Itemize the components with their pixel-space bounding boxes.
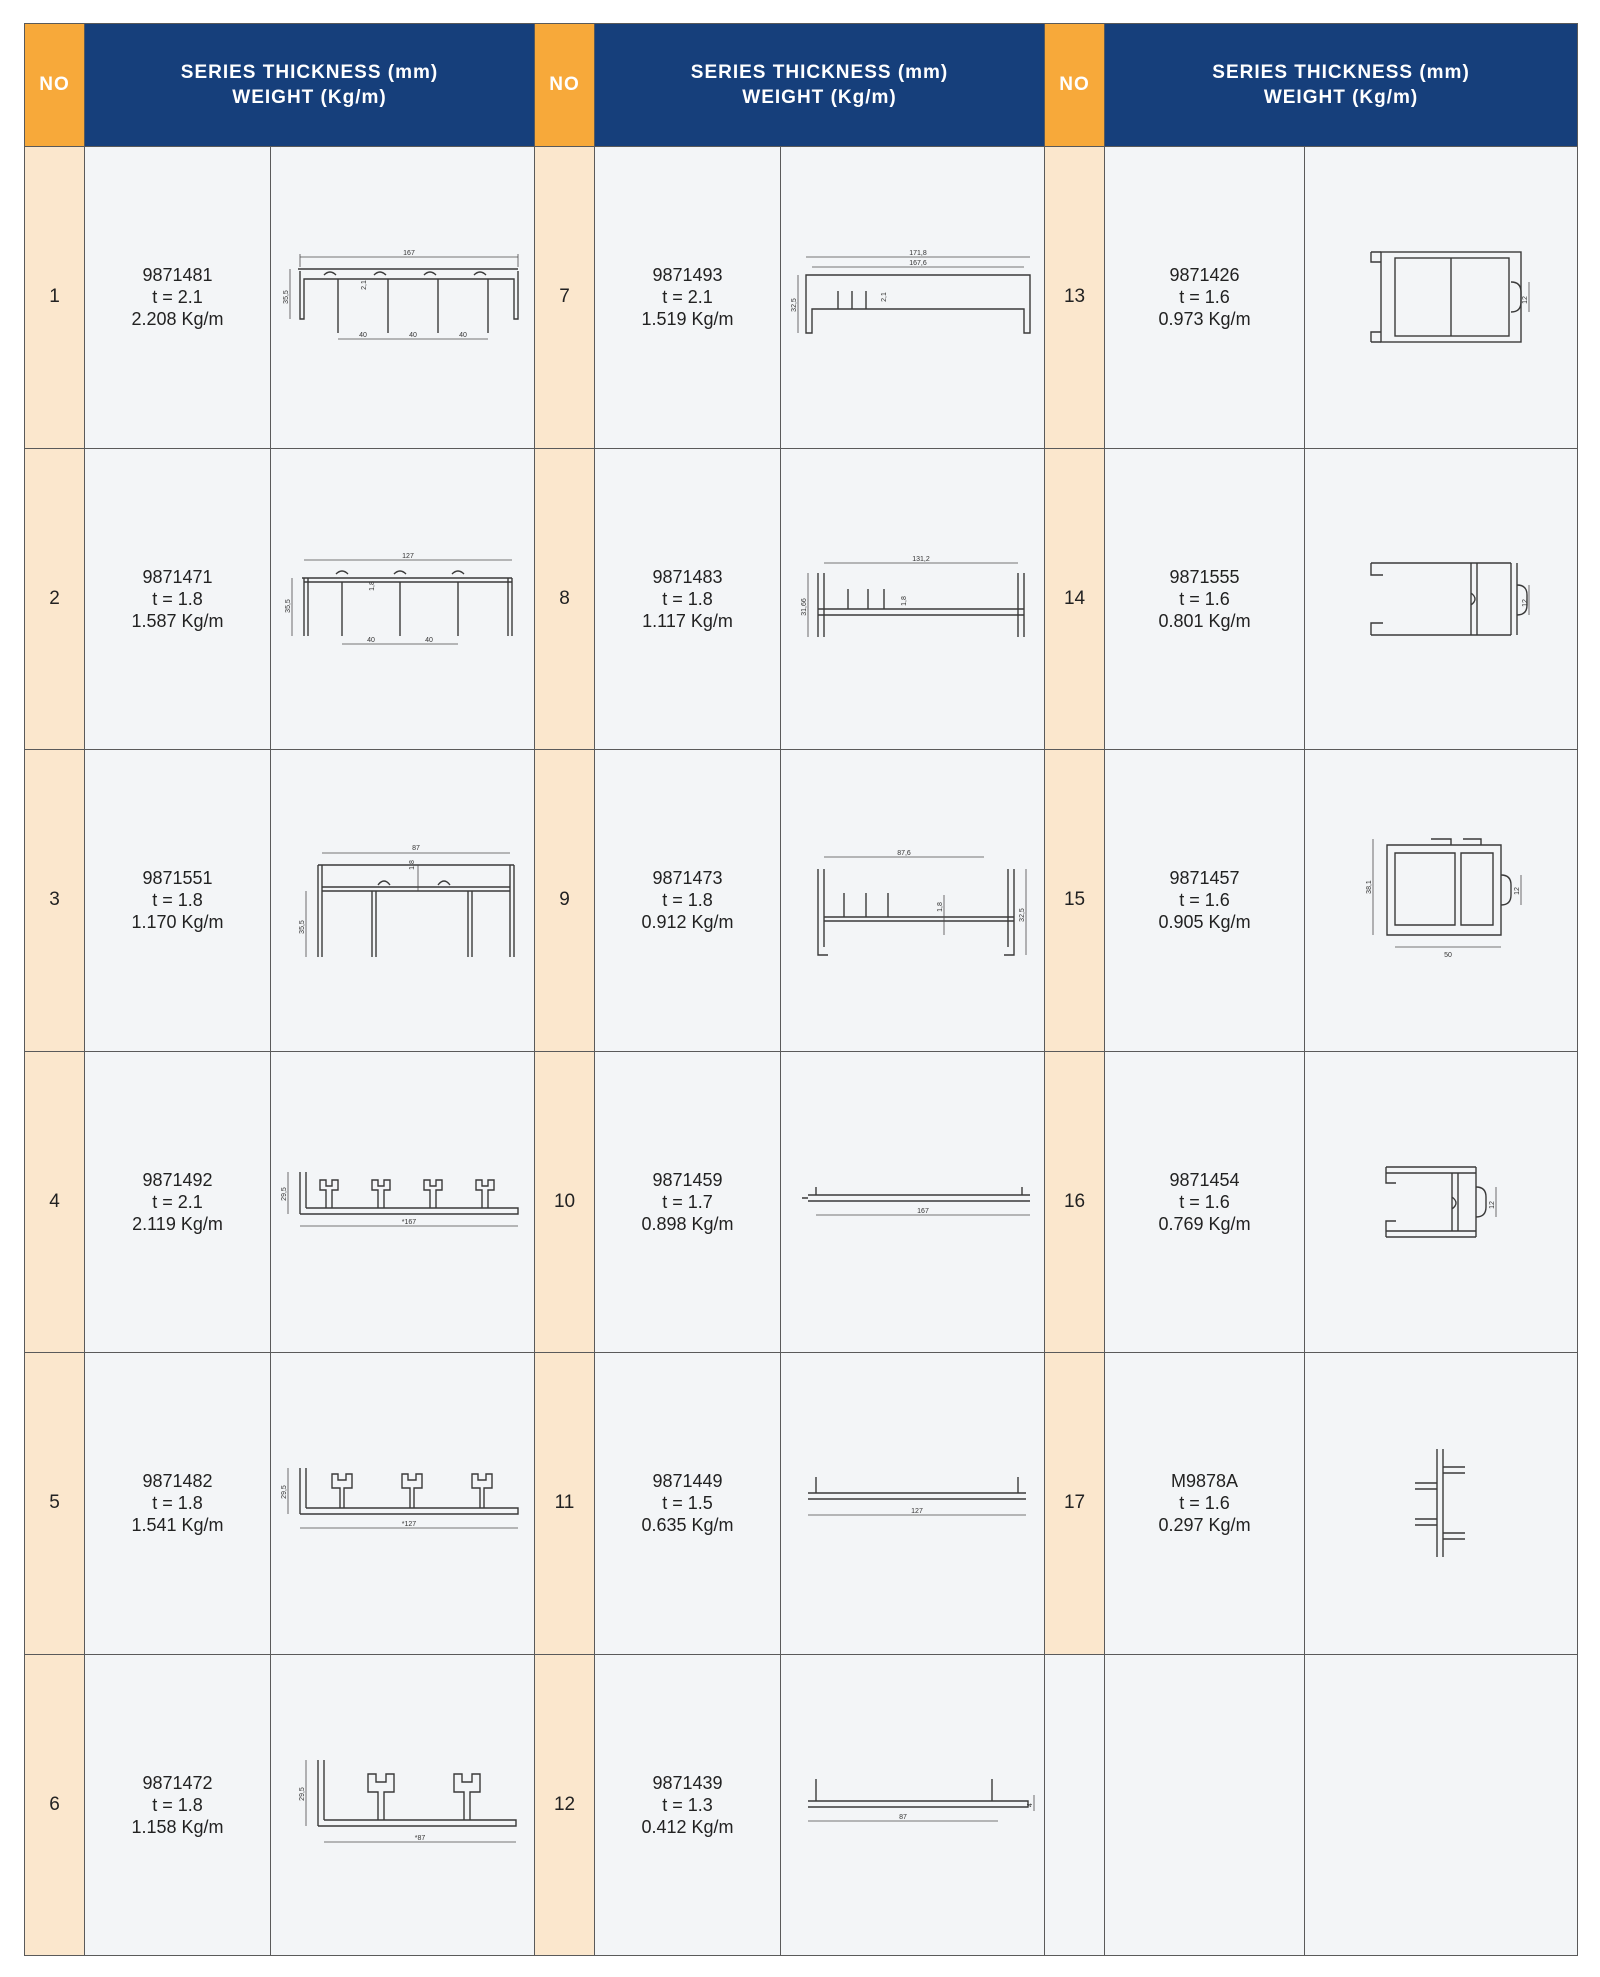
item-spec: [85, 750, 271, 1052]
dim-label: 171,8: [908, 250, 927, 258]
dim-label: 1,8: [408, 860, 416, 871]
series-header: [595, 24, 1045, 147]
table-row: [25, 1654, 1578, 1956]
dim-label: 32,5: [790, 298, 798, 313]
thickness: t = 1.8: [152, 1493, 203, 1514]
profile-drawing: [1351, 549, 1531, 649]
profile-drawing-cell: [1305, 1051, 1578, 1353]
weight: 1.519 Kg/m: [641, 309, 734, 330]
dim-label: 12: [1514, 887, 1522, 896]
profile-drawing-cell: [781, 750, 1045, 1052]
series-code: 9871483: [652, 566, 723, 587]
dim-label: *167: [401, 1218, 416, 1226]
dim-label: 2,1: [360, 280, 368, 291]
dim-label: 31,66: [800, 597, 808, 616]
profile-drawing: [278, 1458, 528, 1548]
dim-label: *87: [414, 1834, 425, 1842]
dim-label: 87: [411, 845, 420, 853]
dim-label: 2,1: [880, 292, 888, 303]
weight: 0.898 Kg/m: [641, 1213, 734, 1234]
profile-drawing-cell: [1305, 1353, 1578, 1655]
item-spec: [1105, 448, 1305, 750]
item-spec: [85, 1051, 271, 1353]
thickness: t = 2.1: [152, 287, 203, 308]
weight: 0.973 Kg/m: [1158, 309, 1251, 330]
series-code: 9871555: [1169, 566, 1240, 587]
profile-drawing-cell: [781, 1654, 1045, 1956]
item-no: 17: [1045, 1353, 1105, 1655]
profile-catalog: [24, 23, 1577, 1956]
weight: 1.170 Kg/m: [131, 912, 224, 933]
profile-drawing: [1366, 1157, 1516, 1247]
profile-drawing: [278, 1162, 528, 1242]
series-header-line1: SERIES THICKNESS (mm): [1212, 62, 1470, 83]
dim-label: 29,5: [298, 1786, 306, 1801]
empty-cell: [1305, 1654, 1578, 1956]
item-no: 10: [535, 1051, 595, 1353]
dim-label: 12: [1489, 1200, 1497, 1209]
thickness: t = 1.6: [1179, 588, 1230, 609]
series-header-line1: SERIES THICKNESS (mm): [180, 62, 439, 83]
weight: 0.801 Kg/m: [1158, 610, 1251, 631]
thickness: t = 1.8: [662, 890, 713, 911]
series-code: M9878A: [1171, 1471, 1239, 1492]
dim-label: 35,5: [298, 920, 306, 935]
profile-drawing-cell: [271, 1051, 535, 1353]
weight: 1.541 Kg/m: [131, 1515, 224, 1536]
dim-label: 131,2: [911, 555, 930, 563]
weight: 1.587 Kg/m: [131, 610, 224, 631]
dim-label: 35,5: [282, 290, 290, 305]
item-no: 8: [535, 448, 595, 750]
weight: 0.412 Kg/m: [641, 1816, 734, 1837]
series-code: 9871459: [652, 1169, 723, 1190]
profile-drawing-cell: [1305, 147, 1578, 449]
thickness: t = 1.8: [152, 1794, 203, 1815]
profile-drawing: [1381, 1443, 1501, 1563]
item-spec: [1105, 1051, 1305, 1353]
dim-label: 127: [401, 552, 414, 560]
thickness: t = 1.8: [662, 588, 713, 609]
table-row: [25, 750, 1578, 1052]
profile-drawing-cell: [271, 1353, 535, 1655]
weight: 0.769 Kg/m: [1158, 1213, 1251, 1234]
profile-drawing: [788, 247, 1038, 347]
weight: 0.905 Kg/m: [1158, 912, 1251, 933]
thickness: t = 2.1: [152, 1191, 203, 1212]
item-no: 14: [1045, 448, 1105, 750]
dim-label: 50: [1444, 952, 1452, 960]
table-row: [25, 1051, 1578, 1353]
profile-drawing: [278, 1750, 528, 1860]
dim-label: 29,5: [280, 1485, 288, 1500]
profile-drawing: [1351, 825, 1531, 975]
item-spec: [85, 448, 271, 750]
no-header: NO: [1045, 24, 1105, 147]
dim-label: 167: [916, 1207, 929, 1215]
empty-cell: [1105, 1654, 1305, 1956]
thickness: t = 1.5: [662, 1493, 713, 1514]
dim-label: 167: [402, 250, 415, 258]
item-spec: [85, 147, 271, 449]
profile-drawing: [278, 544, 528, 654]
item-no: 9: [535, 750, 595, 1052]
profile-drawing-cell: [271, 147, 535, 449]
series-header-line2: WEIGHT (Kg/m): [232, 87, 387, 108]
series-code: 9871449: [652, 1471, 723, 1492]
weight: 0.912 Kg/m: [641, 912, 734, 933]
item-spec: [595, 1654, 781, 1956]
profile-drawing-cell: [1305, 750, 1578, 1052]
thickness: t = 1.8: [152, 890, 203, 911]
dim-label: 38,1: [1366, 880, 1374, 895]
thickness: t = 1.6: [1179, 1493, 1230, 1514]
table-row: [25, 147, 1578, 449]
series-code: 9871493: [652, 265, 723, 286]
profile-drawing-cell: [781, 448, 1045, 750]
series-code: 9871471: [142, 566, 213, 587]
item-spec: [1105, 147, 1305, 449]
dim-label: 29,5: [280, 1186, 288, 1201]
profile-drawing-cell: [271, 1654, 535, 1956]
table-row: [25, 448, 1578, 750]
item-no: 1: [25, 147, 85, 449]
series-code: 9871426: [1169, 265, 1240, 286]
dim-label: 4: [1026, 1802, 1034, 1807]
weight: 0.635 Kg/m: [641, 1515, 734, 1536]
thickness: t = 1.3: [662, 1794, 713, 1815]
series-code: 9871457: [1169, 868, 1240, 889]
profile-drawing: [788, 1463, 1038, 1543]
series-code: 9871482: [142, 1471, 213, 1492]
item-no: 16: [1045, 1051, 1105, 1353]
profile-drawing: [1351, 242, 1531, 352]
profile-drawing-cell: [781, 1051, 1045, 1353]
thickness: t = 1.6: [1179, 890, 1230, 911]
table-row: [25, 1353, 1578, 1655]
item-spec: [1105, 1353, 1305, 1655]
weight: 1.117 Kg/m: [642, 610, 733, 631]
item-spec: [595, 750, 781, 1052]
series-code: 9871481: [142, 265, 213, 286]
dim-label: 87: [898, 1813, 907, 1821]
item-no: 11: [535, 1353, 595, 1655]
weight: 0.297 Kg/m: [1158, 1515, 1251, 1536]
profile-drawing: [788, 835, 1038, 965]
item-spec: [595, 147, 781, 449]
series-code: 9871454: [1169, 1169, 1240, 1190]
item-no: 13: [1045, 147, 1105, 449]
dim-label: 40: [358, 332, 367, 340]
empty-cell: [1045, 1654, 1105, 1956]
thickness: t = 1.8: [152, 588, 203, 609]
no-header: NO: [535, 24, 595, 147]
header-row: [25, 24, 1578, 147]
thickness: t = 1.6: [1179, 287, 1230, 308]
profile-drawing-cell: [1305, 448, 1578, 750]
dim-label: 87,6: [896, 850, 911, 858]
profile-drawing-cell: [781, 1353, 1045, 1655]
profile-drawing-cell: [781, 147, 1045, 449]
item-no: 7: [535, 147, 595, 449]
weight: 1.158 Kg/m: [131, 1816, 224, 1837]
item-spec: [595, 1051, 781, 1353]
series-code: 9871551: [142, 868, 213, 889]
profile-drawing-cell: [271, 750, 535, 1052]
series-code: 9871492: [142, 1169, 213, 1190]
profile-drawing-cell: [271, 448, 535, 750]
dim-label: 167,6: [908, 260, 927, 268]
item-spec: [85, 1353, 271, 1655]
item-no: 2: [25, 448, 85, 750]
item-no: 12: [535, 1654, 595, 1956]
item-no: 3: [25, 750, 85, 1052]
item-no: 15: [1045, 750, 1105, 1052]
item-spec: [85, 1654, 271, 1956]
series-code: 9871473: [652, 868, 723, 889]
weight: 2.208 Kg/m: [131, 309, 224, 330]
series-code: 9871472: [142, 1772, 213, 1793]
item-no: 6: [25, 1654, 85, 1956]
thickness: t = 1.7: [662, 1191, 713, 1212]
dim-label: 12: [1522, 296, 1530, 305]
dim-label: 40: [408, 332, 417, 340]
series-header-line2: WEIGHT (Kg/m): [1263, 87, 1419, 108]
profile-drawing: [278, 835, 528, 965]
item-spec: [595, 1353, 781, 1655]
profile-drawing: [788, 1765, 1038, 1845]
dim-label: 12: [1522, 598, 1530, 607]
series-header: [1105, 24, 1578, 147]
dim-label: 32,5: [1018, 908, 1026, 923]
dim-label: 40: [424, 636, 433, 644]
dim-label: *127: [401, 1521, 416, 1529]
weight: 2.119 Kg/m: [132, 1213, 223, 1234]
dim-label: 1,8: [936, 902, 944, 913]
item-no: 4: [25, 1051, 85, 1353]
series-header: [85, 24, 535, 147]
series-code: 9871439: [652, 1772, 723, 1793]
thickness: t = 2.1: [662, 287, 713, 308]
profile-drawing: [788, 549, 1038, 649]
dim-label: 35,5: [284, 598, 292, 613]
profile-drawing: [278, 247, 528, 347]
thickness: t = 1.6: [1179, 1191, 1230, 1212]
series-header-line2: WEIGHT (Kg/m): [742, 87, 897, 108]
item-spec: [1105, 750, 1305, 1052]
item-no: 5: [25, 1353, 85, 1655]
dim-label: 1,8: [368, 580, 376, 591]
series-header-line1: SERIES THICKNESS (mm): [690, 62, 949, 83]
profile-table: [24, 23, 1578, 1956]
no-header: NO: [25, 24, 85, 147]
dim-label: 40: [458, 332, 467, 340]
dim-label: 40: [366, 636, 375, 644]
dim-label: 1,8: [900, 595, 908, 606]
item-spec: [595, 448, 781, 750]
dim-label: 127: [910, 1508, 923, 1516]
profile-drawing: [788, 1167, 1038, 1237]
